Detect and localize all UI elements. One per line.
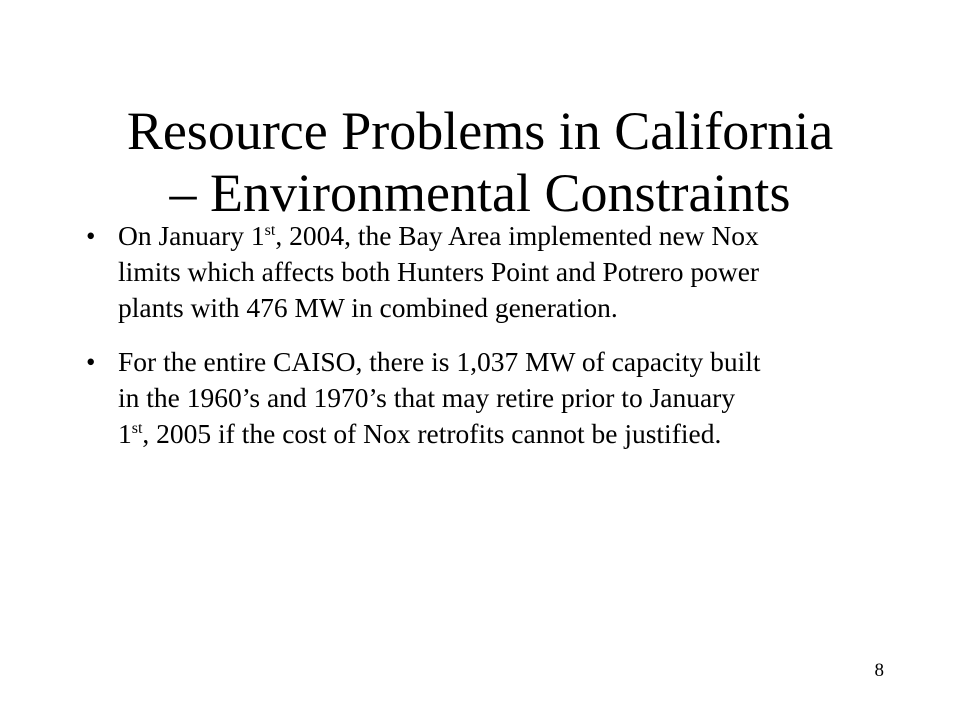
bullet-2-line-3-text-end: , 2005 if the cost of Nox retrofits cannot be justified. [142, 418, 722, 449]
bullet-2-line-3-text-start: 1 [118, 418, 132, 449]
bullet-1-line-3: plants with 476 MW in combined generation. [118, 292, 618, 323]
page-number: 8 [874, 660, 884, 681]
bullet-dot-icon: • [86, 347, 96, 377]
bullet-list [82, 218, 862, 452]
bullet-1-line-1 [118, 218, 862, 254]
bullet-1-line-1-text-end: , 2004, the Bay Area implemented new Nox [275, 220, 759, 251]
bullet-1-line-1-text-start: On January 1 [118, 220, 265, 251]
bullet-2-ordinal-suffix: st [131, 420, 143, 437]
bullet-1-ordinal-suffix: st [264, 222, 276, 239]
bullet-item-bay-area-nox [82, 218, 862, 326]
slide-title [60, 100, 900, 224]
bullet-item-caiso-capacity [82, 344, 862, 452]
bullet-2-line-3 [118, 416, 862, 452]
bullet-dot-icon: • [86, 221, 96, 251]
bullet-2-line-1: For the entire CAISO, there is 1,037 MW of capacity built [118, 346, 761, 377]
slide-title-line-2: – Environmental Constraints [169, 163, 791, 224]
slide-title-line-1: Resource Problems in California [126, 101, 834, 162]
bullet-1-line-2: limits which affects both Hunters Point and Potrero power [118, 256, 760, 287]
bullet-2-line-2: in the 1960’s and 1970’s that may retire prior to January [118, 382, 736, 413]
